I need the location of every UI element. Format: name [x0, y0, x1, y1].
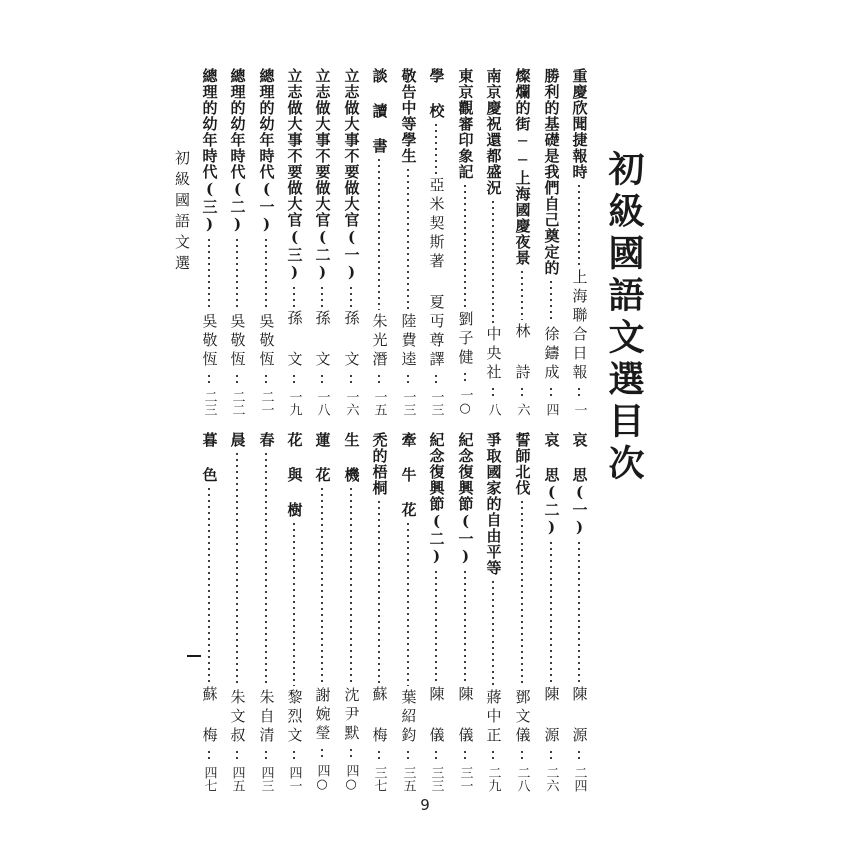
toc-entry [397, 432, 419, 792]
dot-leader [464, 371, 466, 385]
dot-leader [435, 569, 437, 683]
dot-leader [578, 540, 580, 683]
dot-leader [492, 579, 494, 686]
dot-leader [293, 521, 295, 686]
entry-author: 蘇 梅 [370, 686, 389, 746]
entry-author: 吳敬恆 [257, 313, 276, 370]
toc-entry [540, 432, 562, 792]
dot-leader [378, 499, 380, 683]
dot-leader [578, 386, 580, 400]
entry-title: 重慶欣聞捷報時 [570, 68, 589, 180]
entry-page: 三七 [371, 766, 387, 792]
entry-title: 哀 思(一) [570, 432, 589, 537]
entry-title: 爭取國家的自由平等 [484, 432, 503, 576]
entry-author: 上海聯合日報 [570, 269, 589, 383]
toc-entry [511, 68, 533, 416]
toc-entry [255, 432, 277, 792]
toc-entry [340, 432, 362, 792]
entry-author: 劉子健 [456, 311, 475, 368]
toc-entry [540, 68, 562, 416]
entry-title: 春 [257, 432, 276, 448]
entry-title: 生 機 [342, 432, 361, 483]
entry-page: 一三 [400, 390, 416, 416]
entry-title: 牽 牛 花 [399, 432, 418, 518]
entry-author: 葉紹鈞 [399, 689, 418, 746]
dot-leader [236, 373, 238, 387]
entry-title: 燦爛的街──上海國慶夜景 [513, 68, 532, 266]
dot-leader [265, 237, 267, 310]
dot-leader [550, 540, 552, 683]
toc-entry [226, 68, 248, 416]
dot-leader [378, 749, 380, 763]
entry-author: 陳 儀 [456, 686, 475, 746]
entry-author: 謝婉瑩 [313, 687, 332, 744]
entry-title: 總理的幼年時代(二) [228, 68, 247, 234]
dot-leader [350, 747, 352, 761]
dot-leader [407, 167, 409, 310]
entry-author: 陳 儀 [427, 686, 446, 746]
entry-title: 紀念復興節(一) [456, 432, 475, 566]
entry-page: 三五 [400, 766, 416, 792]
toc-entry [283, 68, 305, 416]
entry-page: 二九 [485, 766, 501, 792]
dot-leader [208, 749, 210, 763]
entry-title: 勝利的基礎是我們自己奠定的 [542, 68, 561, 276]
entry-title: 晨 [228, 432, 247, 448]
toc-entry [482, 68, 504, 416]
entry-page: 一 [571, 403, 587, 416]
entry-page: 二四 [571, 766, 587, 792]
dot-leader [321, 285, 323, 307]
dot-leader [265, 749, 267, 763]
entry-author: 中央社 [484, 326, 503, 383]
entry-title: 總理的幼年時代(一) [257, 68, 276, 234]
entry-title: 花 與 樹 [285, 432, 304, 518]
dot-leader [321, 486, 323, 684]
dot-leader [208, 237, 210, 310]
entry-author: 吳敬恆 [200, 313, 219, 370]
entry-title: 學 校 [427, 68, 446, 119]
entry-title: 哀 思(二) [542, 432, 561, 537]
entry-author: 沈尹默 [342, 687, 361, 744]
dot-leader [464, 183, 466, 308]
entry-page: 四○ [314, 764, 330, 792]
dot-leader [578, 749, 580, 763]
toc-entry [283, 432, 305, 792]
divider-mark [187, 655, 201, 657]
entry-title: 談 讀 書 [370, 68, 389, 154]
entry-page: 八 [485, 403, 501, 416]
dot-leader [236, 451, 238, 686]
dot-leader [293, 749, 295, 763]
entry-title: 禿的梧桐 [370, 432, 389, 496]
entry-title: 總理的幼年時代(三) [200, 68, 219, 234]
toc-entry [568, 432, 590, 792]
dot-leader [492, 386, 494, 400]
toc-entry [482, 432, 504, 792]
entry-page: 四○ [343, 764, 359, 792]
toc-entry [198, 432, 220, 792]
entry-author: 徐鑄成 [542, 326, 561, 383]
dot-leader [265, 451, 267, 686]
entry-page: 一九 [286, 390, 302, 416]
entry-title: 南京慶祝還都盛況 [484, 68, 503, 196]
dot-leader [435, 373, 437, 387]
entry-author: 陸費逵 [399, 313, 418, 370]
entry-page: 三一 [457, 766, 473, 792]
entry-author: 朱文叔 [228, 689, 247, 746]
entry-page: 三三 [428, 766, 444, 792]
entry-page: 四 [543, 403, 559, 416]
entry-title: 東京觀審印象記 [456, 68, 475, 180]
entry-title: 立志做大事不要做大官(二) [313, 68, 332, 282]
dot-leader [350, 486, 352, 684]
dot-leader [350, 285, 352, 307]
entry-author: 蔣中正 [484, 689, 503, 746]
dot-leader [521, 386, 523, 400]
running-head: 初級國語文選 [173, 150, 191, 276]
dot-leader [350, 373, 352, 387]
toc-entry [311, 68, 333, 416]
toc-entry [311, 432, 333, 792]
dot-leader [521, 749, 523, 763]
toc-entry [255, 68, 277, 416]
dot-leader [578, 183, 580, 266]
dot-leader [550, 386, 552, 400]
entry-page: 一六 [343, 390, 359, 416]
entry-title: 暮 色 [200, 432, 219, 483]
entry-author: 孫 文 [285, 310, 304, 370]
dot-leader [321, 747, 323, 761]
toc-entry [397, 68, 419, 416]
dot-leader [550, 749, 552, 763]
entry-author: 孫 文 [313, 310, 332, 370]
entry-author: 陳 源 [570, 686, 589, 746]
toc-entry [454, 432, 476, 792]
entry-page: 四五 [229, 766, 245, 792]
dot-leader [293, 373, 295, 387]
entry-title: 立志做大事不要做大官(三) [285, 68, 304, 282]
entry-page: 四三 [258, 766, 274, 792]
dot-leader [208, 373, 210, 387]
toc-entry [511, 432, 533, 792]
toc-entry [340, 68, 362, 416]
entry-title: 誓師北伐 [513, 432, 532, 496]
entry-page: 四七 [201, 766, 217, 792]
toc-entry [226, 432, 248, 792]
dot-leader [407, 373, 409, 387]
entry-page: 二二 [229, 390, 245, 416]
toc-entry [454, 68, 476, 416]
dot-leader [265, 373, 267, 387]
page-number: 9 [420, 796, 430, 814]
toc-entry [425, 68, 447, 416]
dot-leader [492, 199, 494, 323]
toc-entry [368, 432, 390, 792]
dot-leader [435, 122, 437, 174]
dot-leader [464, 749, 466, 763]
toc-entry [425, 432, 447, 792]
page-title: 初級國語文選目次 [603, 150, 645, 486]
entry-page: 一○ [457, 388, 473, 416]
entry-title: 敬告中等學生 [399, 68, 418, 164]
entry-page: 二三 [201, 390, 217, 416]
dot-leader [521, 499, 523, 686]
entry-author: 黎烈文 [285, 689, 304, 746]
dot-leader [378, 373, 380, 387]
entry-author: 吳敬恆 [228, 313, 247, 370]
entry-title: 蓮 花 [313, 432, 332, 483]
dot-leader [321, 373, 323, 387]
dot-leader [492, 749, 494, 763]
entry-title: 立志做大事不要做大官(一) [342, 68, 361, 282]
dot-leader [378, 157, 380, 310]
entry-page: 六 [514, 403, 530, 416]
entry-author: 孫 文 [342, 310, 361, 370]
dot-leader [208, 486, 210, 683]
entry-author: 蘇 梅 [200, 686, 219, 746]
toc-entry [568, 68, 590, 416]
entry-page: 四一 [286, 766, 302, 792]
entry-page: 一八 [314, 390, 330, 416]
toc-entry [198, 68, 220, 416]
entry-author: 朱自清 [257, 689, 276, 746]
entry-author: 陳 源 [542, 686, 561, 746]
dot-leader [464, 569, 466, 683]
entry-page: 二八 [514, 766, 530, 792]
entry-author: 朱光潛 [370, 313, 389, 370]
entry-author: 林 詩 [513, 323, 532, 383]
entry-author: 亞米契斯著 夏丏尊譯 [427, 177, 446, 370]
dot-leader [236, 237, 238, 310]
dot-leader [550, 279, 552, 323]
dot-leader [407, 749, 409, 763]
toc-entry [368, 68, 390, 416]
entry-author: 鄧文儀 [513, 689, 532, 746]
dot-leader [521, 269, 523, 320]
entry-page: 二六 [543, 766, 559, 792]
entry-page: 一五 [371, 390, 387, 416]
dot-leader [435, 749, 437, 763]
dot-leader [236, 749, 238, 763]
dot-leader [407, 521, 409, 686]
dot-leader [293, 285, 295, 307]
entry-page: 二一 [258, 390, 274, 416]
entry-title: 紀念復興節(二) [427, 432, 446, 566]
entry-page: 一三 [428, 390, 444, 416]
